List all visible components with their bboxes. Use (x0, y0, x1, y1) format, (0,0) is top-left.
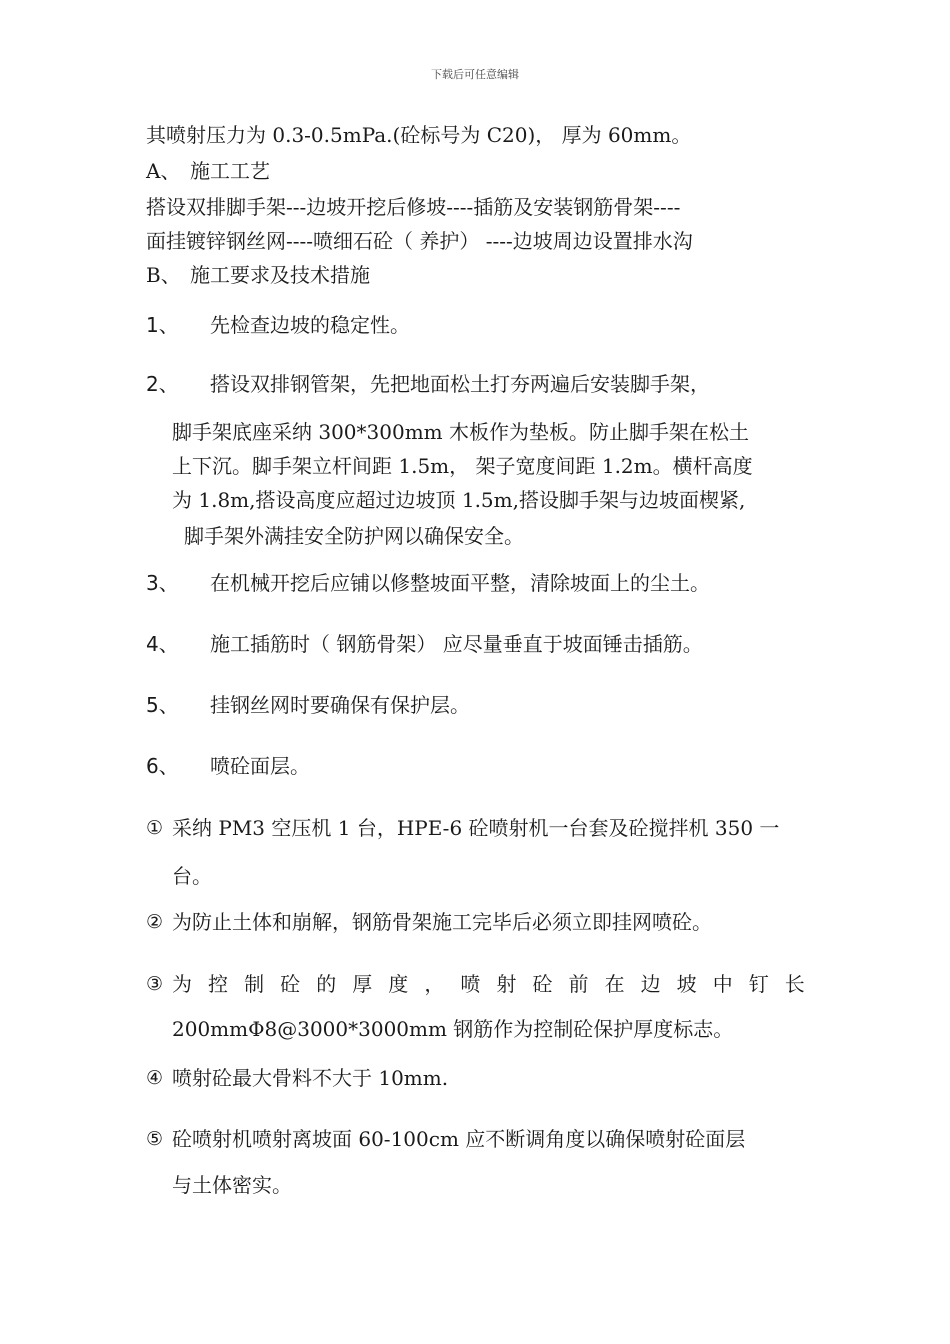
subitem-marker: ① (146, 817, 164, 839)
item-number: 4、 (146, 632, 179, 656)
justified-char: 度 (388, 972, 409, 996)
subitem-marker: ④ (146, 1067, 164, 1089)
item-text: 施工插筋时（ 钢筋骨架） 应尽量垂直于坡面锤击插筋。 (210, 632, 703, 656)
subitem-marker: ③ (146, 973, 164, 995)
section-b-title: 施工要求及技术措施 (190, 263, 370, 287)
process-line: 面挂镀锌钢丝网----喷细石砼（ 养护） ----边坡周边设置排水沟 (146, 229, 693, 253)
section-b-label: B、 (146, 263, 181, 287)
justified-char: 厚 (352, 972, 373, 996)
subitem-text: 砼喷射机喷射离坡面 60-100cm 应不断调角度以确保喷射砼面层 (172, 1127, 746, 1151)
justified-char: 前 (568, 972, 589, 996)
page-header: 下载后可任意编辑 (431, 68, 519, 81)
justified-char: 长 (784, 972, 805, 996)
subitem-text: 为防止土体和崩解，钢筋骨架施工完毕后必须立即挂网喷砼。 (172, 910, 712, 934)
subitem-text: 200mmΦ8@3000*3000mm 钢筋作为控制砼保护厚度标志。 (172, 1017, 734, 1041)
justified-char: 中 (712, 972, 733, 996)
justified-char: ， (424, 972, 445, 996)
subitem-marker: ② (146, 911, 164, 933)
justified-char: 在 (604, 972, 625, 996)
item-text: 在机械开挖后应铺以修整坡面平整，清除坡面上的尘土。 (210, 571, 710, 595)
item-text: 搭设双排钢管架，先把地面松土打夯两遍后安装脚手架， (210, 372, 710, 396)
justified-char: 坡 (676, 972, 697, 996)
justified-char: 喷 (460, 972, 481, 996)
subitem-text: 台。 (172, 864, 212, 888)
item-text: 脚手架底座采纳 300*300mm 木板作为垫板。防止脚手架在松土 (172, 420, 749, 444)
subitem-text: 与土体密实。 (172, 1173, 292, 1197)
item-text: 喷砼面层。 (210, 754, 310, 778)
item-number: 2、 (146, 372, 179, 396)
justified-char: 边 (640, 972, 661, 996)
process-line: 搭设双排脚手架---边坡开挖后修坡----插筋及安装钢筋骨架---- (146, 195, 681, 219)
item-number: 5、 (146, 693, 179, 717)
justified-char: 的 (316, 972, 337, 996)
section-a-title: 施工工艺 (190, 159, 270, 183)
item-number: 6、 (146, 754, 179, 778)
justified-char: 砼 (532, 972, 553, 996)
justified-char: 制 (244, 972, 265, 996)
subitem-marker: ⑤ (146, 1128, 164, 1150)
item-text: 上下沉。脚手架立杆间距 1.5m， 架子宽度间距 1.2m。横杆高度 (172, 454, 753, 478)
item-text: 先检查边坡的稳定性。 (210, 313, 410, 337)
section-a-label: A、 (146, 159, 181, 183)
justified-char: 射 (496, 972, 517, 996)
item-text: 为 1.8m,搭设高度应超过边坡顶 1.5m,搭设脚手架与边坡面楔紧, (172, 488, 746, 512)
justified-char: 钉 (748, 972, 769, 996)
justified-char: 控 (208, 972, 229, 996)
item-number: 3、 (146, 571, 179, 595)
item-text: 挂钢丝网时要确保有保护层。 (210, 693, 470, 717)
intro-line: 其喷射压力为 0.3-0.5mPa.(砼标号为 C20)， 厚为 60mm。 (146, 123, 692, 147)
justified-char: 砼 (280, 972, 301, 996)
justified-char: 为 (172, 972, 192, 996)
item-text: 脚手架外满挂安全防护网以确保安全。 (184, 524, 524, 548)
subitem-text: 喷射砼最大骨料不大于 10mm. (172, 1066, 449, 1090)
subitem-justified-line (172, 971, 805, 997)
subitem-text: 采纳 PM3 空压机 1 台，HPE-6 砼喷射机一台套及砼搅拌机 350 一 (172, 816, 780, 840)
item-number: 1、 (146, 313, 179, 337)
